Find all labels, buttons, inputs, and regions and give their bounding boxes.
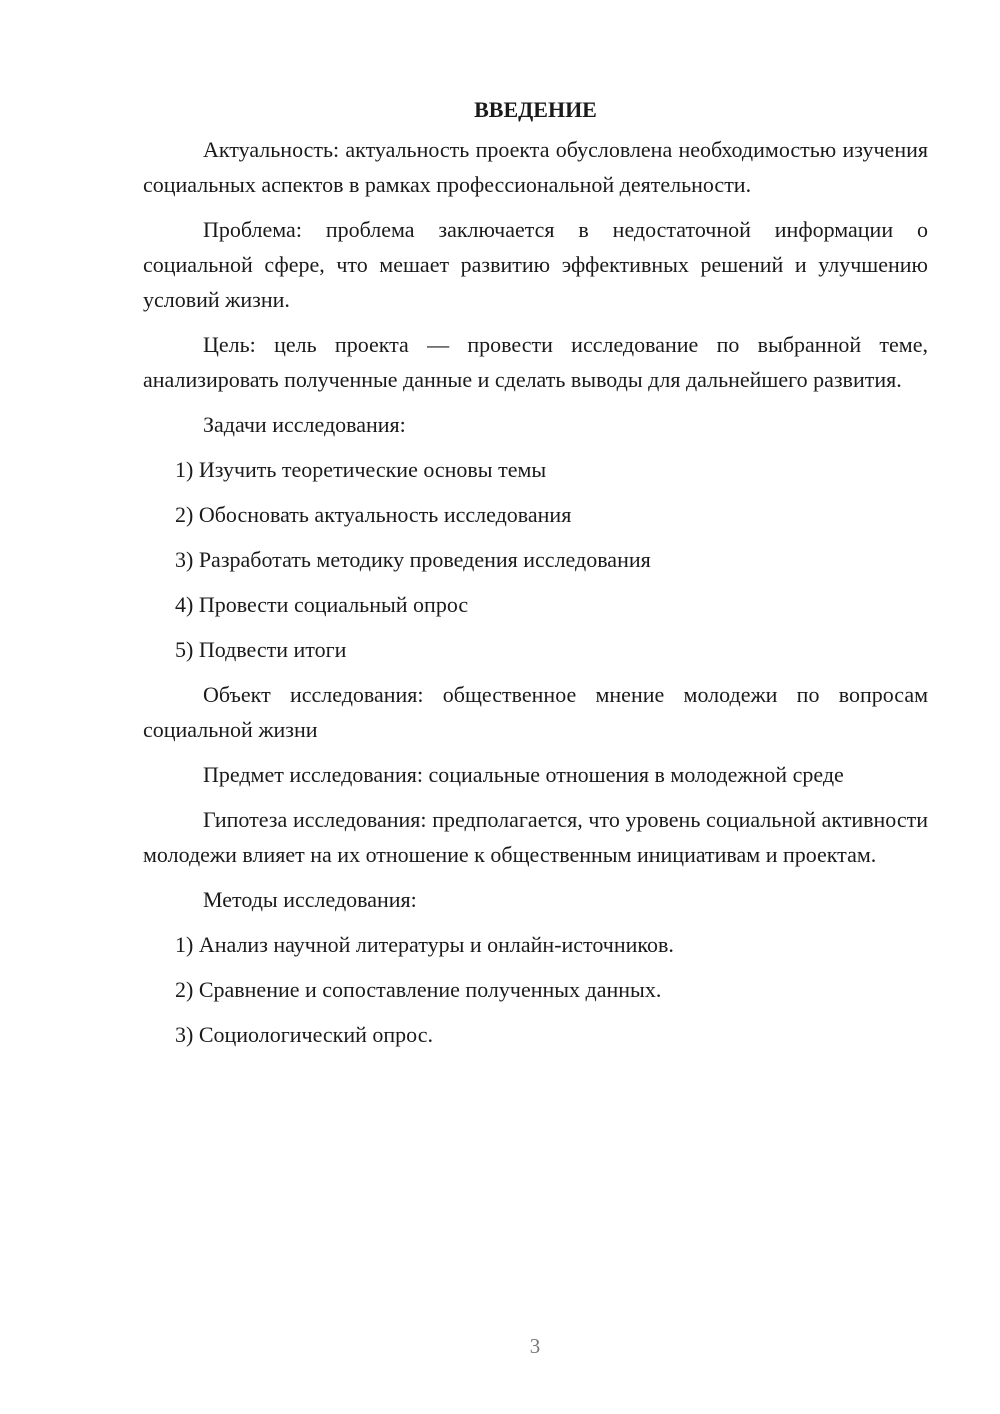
task-item: 5) Подвести итоги — [175, 637, 347, 662]
task-item: 4) Провести социальный опрос — [175, 592, 469, 617]
page-title: ВВЕДЕНИЕ — [474, 97, 597, 122]
object-paragraph: Объект исследования: общественное мнение молодежи по вопросам социальной жизни — [143, 682, 928, 742]
task-item: 3) Разработать методику проведения исследования — [175, 547, 651, 572]
relevance-paragraph: Актуальность: актуальность проекта обусловлена необходимостью изучения социальных аспектов в рамках профессиональной деятельности. — [143, 137, 928, 197]
subject-paragraph: Предмет исследования: социальные отношения в молодежной среде — [203, 762, 844, 787]
tasks-list — [143, 452, 928, 667]
task-item: 1) Изучить теоретические основы темы — [175, 457, 547, 482]
goal-paragraph: Цель: цель проекта — провести исследование по выбранной теме, анализировать полученные данные и сделать выводы для дальнейшего развития. — [143, 332, 928, 392]
method-item: 3) Социологический опрос. — [175, 1022, 433, 1047]
task-item: 2) Обосновать актуальность исследования — [175, 502, 572, 527]
method-item: 2) Сравнение и сопоставление полученных данных. — [175, 977, 662, 1002]
hypothesis-paragraph: Гипотеза исследования: предполагается, что уровень социальной активности молодежи влияет на их отношение к общественным инициативам и проектам. — [143, 807, 928, 867]
document-page — [143, 92, 928, 1062]
methods-label: Методы исследования: — [203, 887, 417, 912]
methods-list — [143, 927, 928, 1052]
tasks-label: Задачи исследования: — [203, 412, 406, 437]
method-item: 1) Анализ научной литературы и онлайн-источников. — [175, 932, 674, 957]
problem-paragraph: Проблема: проблема заключается в недостаточной информации о социальной сфере, что мешает развитию эффективных решений и улучшению условий жизни. — [143, 217, 928, 312]
page-number: 3 — [529, 1334, 541, 1358]
